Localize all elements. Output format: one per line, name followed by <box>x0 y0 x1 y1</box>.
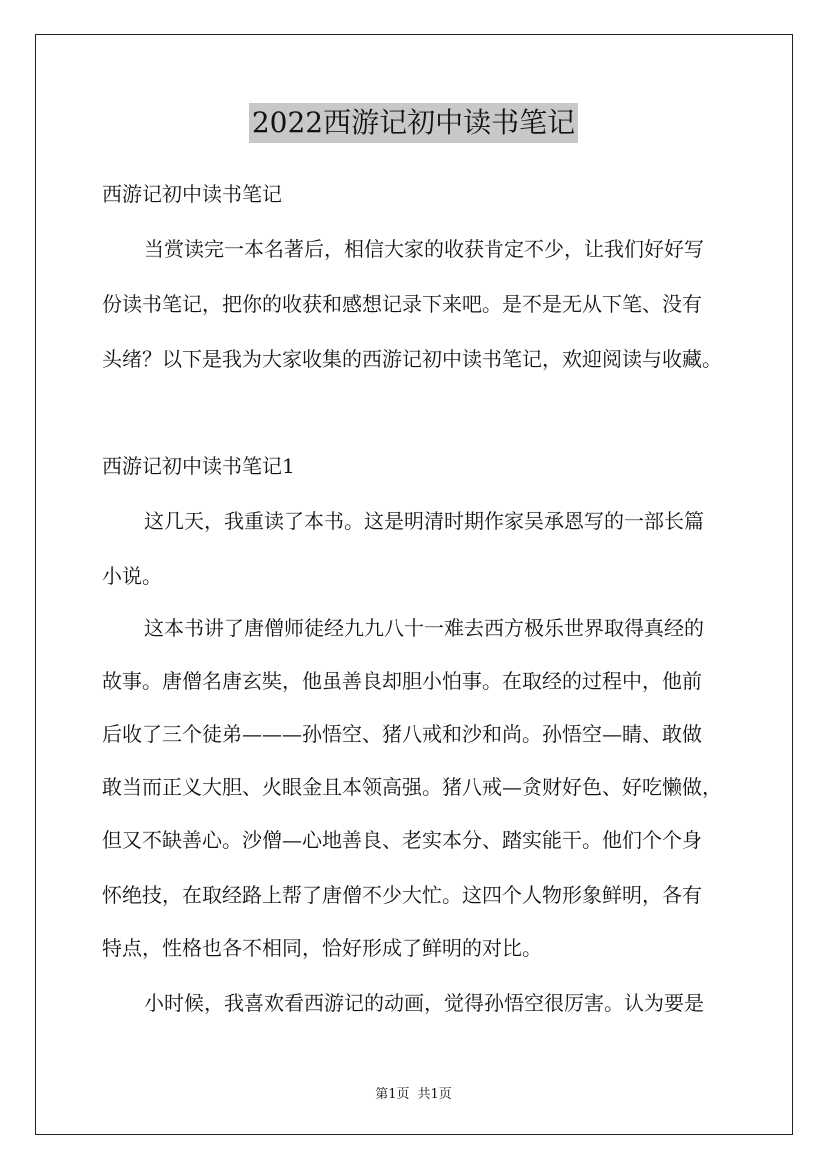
paragraph-line[interactable]: 特点，性格也各不相同，恰好形成了鲜明的对比。 <box>102 936 542 960</box>
page-footer <box>0 1083 827 1102</box>
subtitle[interactable]: 西游记初中读书笔记 <box>102 182 282 206</box>
intro-line-3[interactable]: 头绪？以下是我为大家收集的西游记初中读书笔记，欢迎阅读与收藏。 <box>102 347 722 371</box>
title-container <box>0 103 827 143</box>
section-heading[interactable]: 西游记初中读书笔记1 <box>102 454 295 478</box>
intro-line-1[interactable]: 当赏读完一本名著后，相信大家的收获肯定不少，让我们好好写 <box>144 237 704 261</box>
paragraph-line[interactable]: 敢当而正义大胆、火眼金且本领高强。猪八戒—贪财好色、好吃懒做， <box>102 775 722 799</box>
page-total: 共1页 <box>417 1087 452 1102</box>
page-number: 第1页 <box>375 1087 410 1102</box>
paragraph-line[interactable]: 后收了三个徒弟———孙悟空、猪八戒和沙和尚。孙悟空—睛、敢做 <box>102 722 702 746</box>
paragraph-line[interactable]: 小说。 <box>102 564 162 588</box>
paragraph-line[interactable]: 但又不缺善心。沙僧—心地善良、老实本分、踏实能干。他们个个身 <box>102 828 702 852</box>
document-title[interactable]: 2022西游记初中读书笔记 <box>249 103 578 143</box>
paragraph-line[interactable]: 小时候，我喜欢看西游记的动画，觉得孙悟空很厉害。认为要是 <box>144 991 704 1015</box>
paragraph-line[interactable]: 这几天，我重读了本书。这是明清时期作家吴承恩写的一部长篇 <box>144 509 704 533</box>
paragraph-line[interactable]: 这本书讲了唐僧师徒经九九八十一难去西方极乐世界取得真经的 <box>144 616 704 640</box>
paragraph-line[interactable]: 故事。唐僧名唐玄奘，他虽善良却胆小怕事。在取经的过程中，他前 <box>102 669 702 693</box>
intro-line-2[interactable]: 份读书笔记，把你的收获和感想记录下来吧。是不是无从下笔、没有 <box>102 292 702 316</box>
paragraph-line[interactable]: 怀绝技，在取经路上帮了唐僧不少大忙。这四个人物形象鲜明，各有 <box>102 883 702 907</box>
